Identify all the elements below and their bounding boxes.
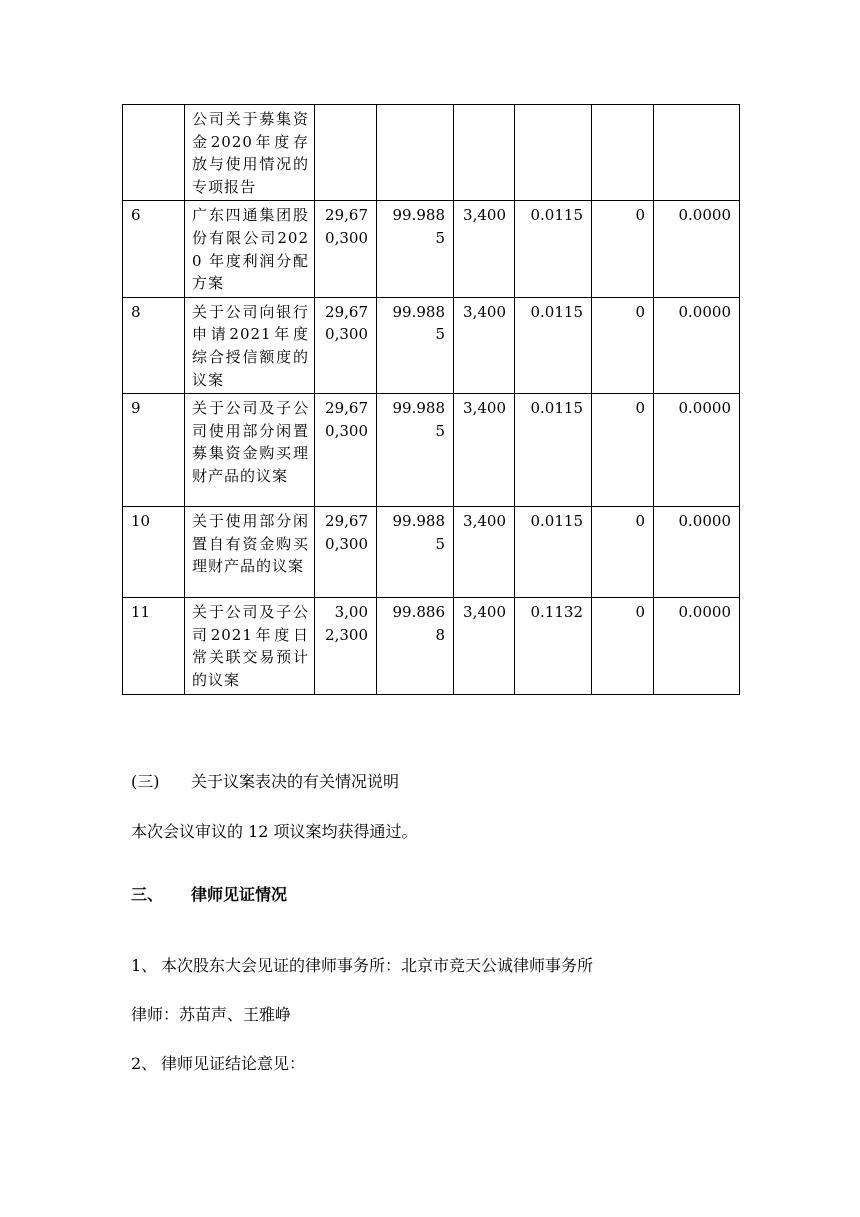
abstain-percent bbox=[654, 105, 740, 201]
proposal-name: 关于公司及子公司使用部分闲置募集资金购买理财产品的议案 bbox=[185, 394, 315, 507]
item-marker: 2、 bbox=[131, 1054, 158, 1073]
sub-section-marker: (三) bbox=[131, 772, 160, 791]
voting-results-table bbox=[122, 104, 740, 695]
row-index: 6 bbox=[123, 201, 185, 297]
list-item bbox=[131, 953, 593, 976]
abstain-percent: 0.0000 bbox=[654, 507, 740, 598]
table-row bbox=[123, 105, 740, 201]
abstain-shares: 0 bbox=[592, 201, 654, 297]
oppose-shares: 3,400 bbox=[454, 297, 515, 393]
agree-shares: 3,002,300 bbox=[315, 598, 377, 694]
proposal-name: 关于公司及子公司2021年度日常关联交易预计的议案 bbox=[185, 598, 315, 694]
oppose-shares: 3,400 bbox=[454, 507, 515, 598]
abstain-percent: 0.0000 bbox=[654, 598, 740, 694]
row-index: 9 bbox=[123, 394, 185, 507]
row-index: 10 bbox=[123, 507, 185, 598]
sub-section-body: 本次会议审议的 12 项议案均获得通过。 bbox=[131, 822, 418, 841]
agree-percent: 99.9885 bbox=[377, 201, 454, 297]
abstain-percent: 0.0000 bbox=[654, 297, 740, 393]
table-row bbox=[123, 507, 740, 598]
abstain-shares bbox=[592, 105, 654, 201]
item-marker: 1、 bbox=[131, 956, 158, 975]
oppose-percent: 0.0115 bbox=[515, 507, 592, 598]
abstain-percent: 0.0000 bbox=[654, 201, 740, 297]
proposal-name: 广东四通集团股份有限公司2020 年度利润分配方案 bbox=[185, 201, 315, 297]
table-row bbox=[123, 598, 740, 694]
agree-percent: 99.8868 bbox=[377, 598, 454, 694]
conclusion-label: 律师见证结论意见： bbox=[161, 1054, 306, 1073]
abstain-shares: 0 bbox=[592, 507, 654, 598]
row-index: 8 bbox=[123, 297, 185, 393]
table-row bbox=[123, 394, 740, 507]
row-index: 11 bbox=[123, 598, 185, 694]
list-item bbox=[131, 1051, 305, 1074]
oppose-shares bbox=[454, 105, 515, 201]
sub-section-title: 关于议案表决的有关情况说明 bbox=[191, 772, 400, 791]
agree-shares: 29,670,300 bbox=[315, 507, 377, 598]
agree-percent bbox=[377, 105, 454, 201]
proposal-name: 关于公司向银行申请2021年度综合授信额度的议案 bbox=[185, 297, 315, 393]
agree-percent: 99.9885 bbox=[377, 507, 454, 598]
lawyers-line: 律师：苏苗声、王雅峥 bbox=[131, 1005, 292, 1024]
oppose-percent: 0.0115 bbox=[515, 394, 592, 507]
section-marker: 三、 bbox=[131, 885, 164, 904]
agree-percent: 99.9885 bbox=[377, 394, 454, 507]
table-row bbox=[123, 201, 740, 297]
proposal-name: 关于使用部分闲置自有资金购买理财产品的议案 bbox=[185, 507, 315, 598]
agree-shares: 29,670,300 bbox=[315, 297, 377, 393]
abstain-percent: 0.0000 bbox=[654, 394, 740, 507]
proposal-name: 公司关于募集资金2020年度存放与使用情况的专项报告 bbox=[185, 105, 315, 201]
oppose-shares: 3,400 bbox=[454, 598, 515, 694]
oppose-percent: 0.1132 bbox=[515, 598, 592, 694]
oppose-percent: 0.0115 bbox=[515, 201, 592, 297]
abstain-shares: 0 bbox=[592, 598, 654, 694]
agree-shares bbox=[315, 105, 377, 201]
section-title: 律师见证情况 bbox=[191, 885, 288, 904]
agree-percent: 99.9885 bbox=[377, 297, 454, 393]
sub-section-heading bbox=[131, 769, 399, 792]
section-heading bbox=[131, 882, 287, 905]
agree-shares: 29,670,300 bbox=[315, 394, 377, 507]
oppose-percent bbox=[515, 105, 592, 201]
oppose-percent: 0.0115 bbox=[515, 297, 592, 393]
agree-shares: 29,670,300 bbox=[315, 201, 377, 297]
table-row bbox=[123, 297, 740, 393]
oppose-shares: 3,400 bbox=[454, 394, 515, 507]
abstain-shares: 0 bbox=[592, 297, 654, 393]
row-index bbox=[123, 105, 185, 201]
oppose-shares: 3,400 bbox=[454, 201, 515, 297]
law-firm-text: 本次股东大会见证的律师事务所：北京市竞天公诚律师事务所 bbox=[161, 956, 594, 975]
abstain-shares: 0 bbox=[592, 394, 654, 507]
